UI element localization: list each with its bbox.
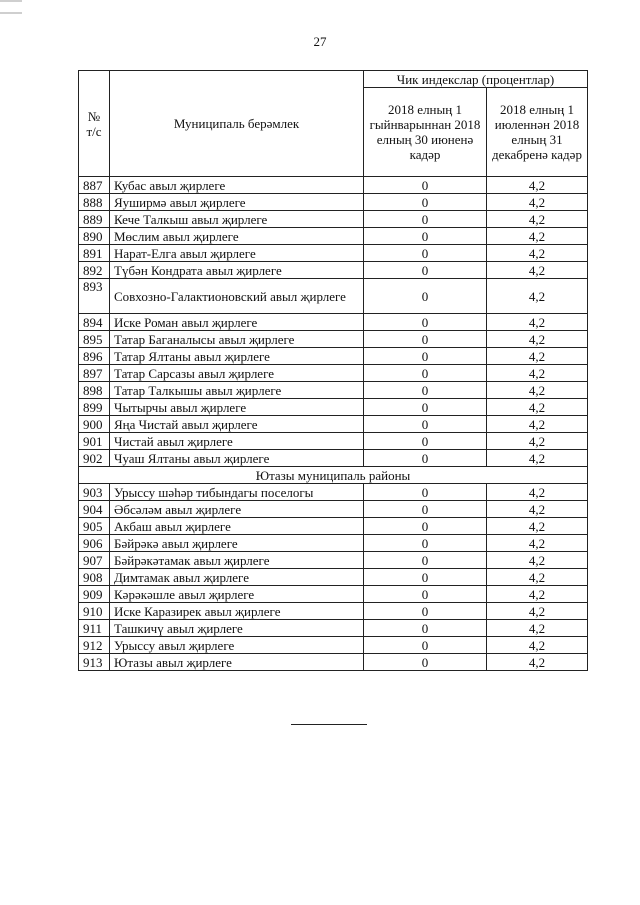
row-municipality: Яңа Чистай авыл җирлеге [110,416,364,433]
table-row [79,399,588,416]
row-value-period-2: 4,2 [487,484,588,501]
row-number: 903 [79,484,110,501]
column-header-number: № т/с [79,71,110,177]
row-number: 888 [79,194,110,211]
row-municipality: Чытырчы авыл җирлеге [110,399,364,416]
row-municipality: Урыссу шәһәр тибындагы поселогы [110,484,364,501]
row-value-period-2: 4,2 [487,348,588,365]
row-municipality: Чистай авыл җирлеге [110,433,364,450]
row-number: 910 [79,603,110,620]
row-municipality: Акбаш авыл җирлеге [110,518,364,535]
table-row [79,450,588,467]
row-municipality: Бәйрәкә авыл җирлеге [110,535,364,552]
row-value-period-1: 0 [364,314,487,331]
row-value-period-1: 0 [364,637,487,654]
table-row [79,603,588,620]
row-value-period-1: 0 [364,245,487,262]
row-number: 893 [79,279,110,314]
row-number: 889 [79,211,110,228]
table-row [79,637,588,654]
column-group-header-indices: Чик индекслар (процентлар) [364,71,588,88]
row-municipality: Татар Ялтаны авыл җирлеге [110,348,364,365]
row-number: 902 [79,450,110,467]
row-value-period-2: 4,2 [487,518,588,535]
indices-table [78,70,588,671]
row-number: 911 [79,620,110,637]
row-number: 913 [79,654,110,671]
row-value-period-2: 4,2 [487,569,588,586]
row-value-period-2: 4,2 [487,331,588,348]
table-row [79,211,588,228]
table-row [79,331,588,348]
column-header-period-2: 2018 елның 1 июленнән 2018 елның 31 декабренә кадәр [487,88,588,177]
row-value-period-2: 4,2 [487,433,588,450]
row-municipality: Нарат-Елга авыл җирлеге [110,245,364,262]
scan-artifact [0,0,22,14]
row-value-period-1: 0 [364,501,487,518]
row-number: 901 [79,433,110,450]
row-municipality: Түбән Кондрата авыл җирлеге [110,262,364,279]
row-value-period-2: 4,2 [487,314,588,331]
table-row [79,433,588,450]
table-row [79,365,588,382]
row-value-period-1: 0 [364,211,487,228]
table-row [79,348,588,365]
row-value-period-2: 4,2 [487,211,588,228]
row-municipality: Ташкичү авыл җирлеге [110,620,364,637]
row-value-period-2: 4,2 [487,603,588,620]
row-value-period-2: 4,2 [487,637,588,654]
row-municipality: Кубас авыл җирлеге [110,177,364,194]
row-number: 895 [79,331,110,348]
row-value-period-2: 4,2 [487,382,588,399]
row-value-period-1: 0 [364,279,487,314]
table-row [79,262,588,279]
row-value-period-2: 4,2 [487,416,588,433]
row-value-period-1: 0 [364,399,487,416]
row-number: 887 [79,177,110,194]
row-municipality: Татар Талкышы авыл җирлеге [110,382,364,399]
table-row [79,535,588,552]
row-value-period-1: 0 [364,450,487,467]
row-value-period-1: 0 [364,331,487,348]
row-municipality: Димтамак авыл җирлеге [110,569,364,586]
row-value-period-1: 0 [364,484,487,501]
row-value-period-2: 4,2 [487,194,588,211]
row-value-period-1: 0 [364,382,487,399]
row-value-period-1: 0 [364,620,487,637]
row-value-period-1: 0 [364,348,487,365]
row-municipality: Совхозно-Галактионовский авыл җирлеге [110,279,364,314]
table-row [79,518,588,535]
row-value-period-2: 4,2 [487,228,588,245]
row-number: 897 [79,365,110,382]
table-row [79,552,588,569]
table-row [79,279,588,314]
row-municipality: Ютазы авыл җирлеге [110,654,364,671]
row-value-period-1: 0 [364,365,487,382]
row-number: 898 [79,382,110,399]
row-value-period-1: 0 [364,416,487,433]
table-row [79,228,588,245]
row-value-period-1: 0 [364,603,487,620]
column-header-municipality: Муниципаль берәмлек [110,71,364,177]
row-value-period-1: 0 [364,518,487,535]
section-row [79,467,588,484]
row-municipality: Мөслим авыл җирлеге [110,228,364,245]
row-value-period-1: 0 [364,194,487,211]
row-number: 904 [79,501,110,518]
row-municipality: Татар Сарсазы авыл җирлеге [110,365,364,382]
row-municipality: Татар Баганалысы авыл җирлеге [110,331,364,348]
row-value-period-2: 4,2 [487,552,588,569]
row-value-period-2: 4,2 [487,654,588,671]
row-value-period-1: 0 [364,586,487,603]
table-row [79,484,588,501]
row-value-period-2: 4,2 [487,262,588,279]
table-row [79,382,588,399]
row-value-period-2: 4,2 [487,365,588,382]
row-municipality: Чуаш Ялтаны авыл җирлеге [110,450,364,467]
row-municipality: Әбсәләм авыл җирлеге [110,501,364,518]
table-row [79,586,588,603]
row-number: 890 [79,228,110,245]
table-row [79,654,588,671]
row-value-period-2: 4,2 [487,245,588,262]
row-municipality: Яуширмә авыл җирлеге [110,194,364,211]
row-municipality: Кәрәкәшле авыл җирлеге [110,586,364,603]
row-value-period-1: 0 [364,654,487,671]
footer-separator-line [291,724,367,725]
row-value-period-2: 4,2 [487,620,588,637]
row-value-period-1: 0 [364,535,487,552]
row-municipality: Урыссу авыл җирлеге [110,637,364,654]
section-title: Ютазы муниципаль районы [79,467,588,484]
row-municipality: Иске Каразирек авыл җирлеге [110,603,364,620]
row-value-period-2: 4,2 [487,177,588,194]
row-number: 907 [79,552,110,569]
row-value-period-1: 0 [364,433,487,450]
row-value-period-2: 4,2 [487,535,588,552]
column-header-period-1: 2018 елның 1 гыйнварыннан 2018 елның 30 июненә кадәр [364,88,487,177]
row-value-period-2: 4,2 [487,399,588,416]
table-row [79,194,588,211]
row-number: 892 [79,262,110,279]
row-municipality: Кече Талкыш авыл җирлеге [110,211,364,228]
row-value-period-1: 0 [364,228,487,245]
row-municipality: Иске Роман авыл җирлеге [110,314,364,331]
page-number: 27 [313,34,327,49]
table-row [79,620,588,637]
row-number: 909 [79,586,110,603]
row-value-period-2: 4,2 [487,450,588,467]
row-number: 905 [79,518,110,535]
table-row [79,177,588,194]
row-number: 912 [79,637,110,654]
table-row [79,501,588,518]
table-row [79,245,588,262]
row-value-period-1: 0 [364,552,487,569]
row-value-period-2: 4,2 [487,586,588,603]
row-number: 906 [79,535,110,552]
row-value-period-1: 0 [364,262,487,279]
row-value-period-1: 0 [364,569,487,586]
table-row [79,314,588,331]
row-number: 900 [79,416,110,433]
row-municipality: Бәйрәкәтамак авыл җирлеге [110,552,364,569]
row-value-period-2: 4,2 [487,501,588,518]
row-number: 908 [79,569,110,586]
row-number: 894 [79,314,110,331]
row-number: 891 [79,245,110,262]
row-number: 896 [79,348,110,365]
table-row [79,416,588,433]
table-row [79,569,588,586]
row-value-period-2: 4,2 [487,279,588,314]
row-number: 899 [79,399,110,416]
row-value-period-1: 0 [364,177,487,194]
